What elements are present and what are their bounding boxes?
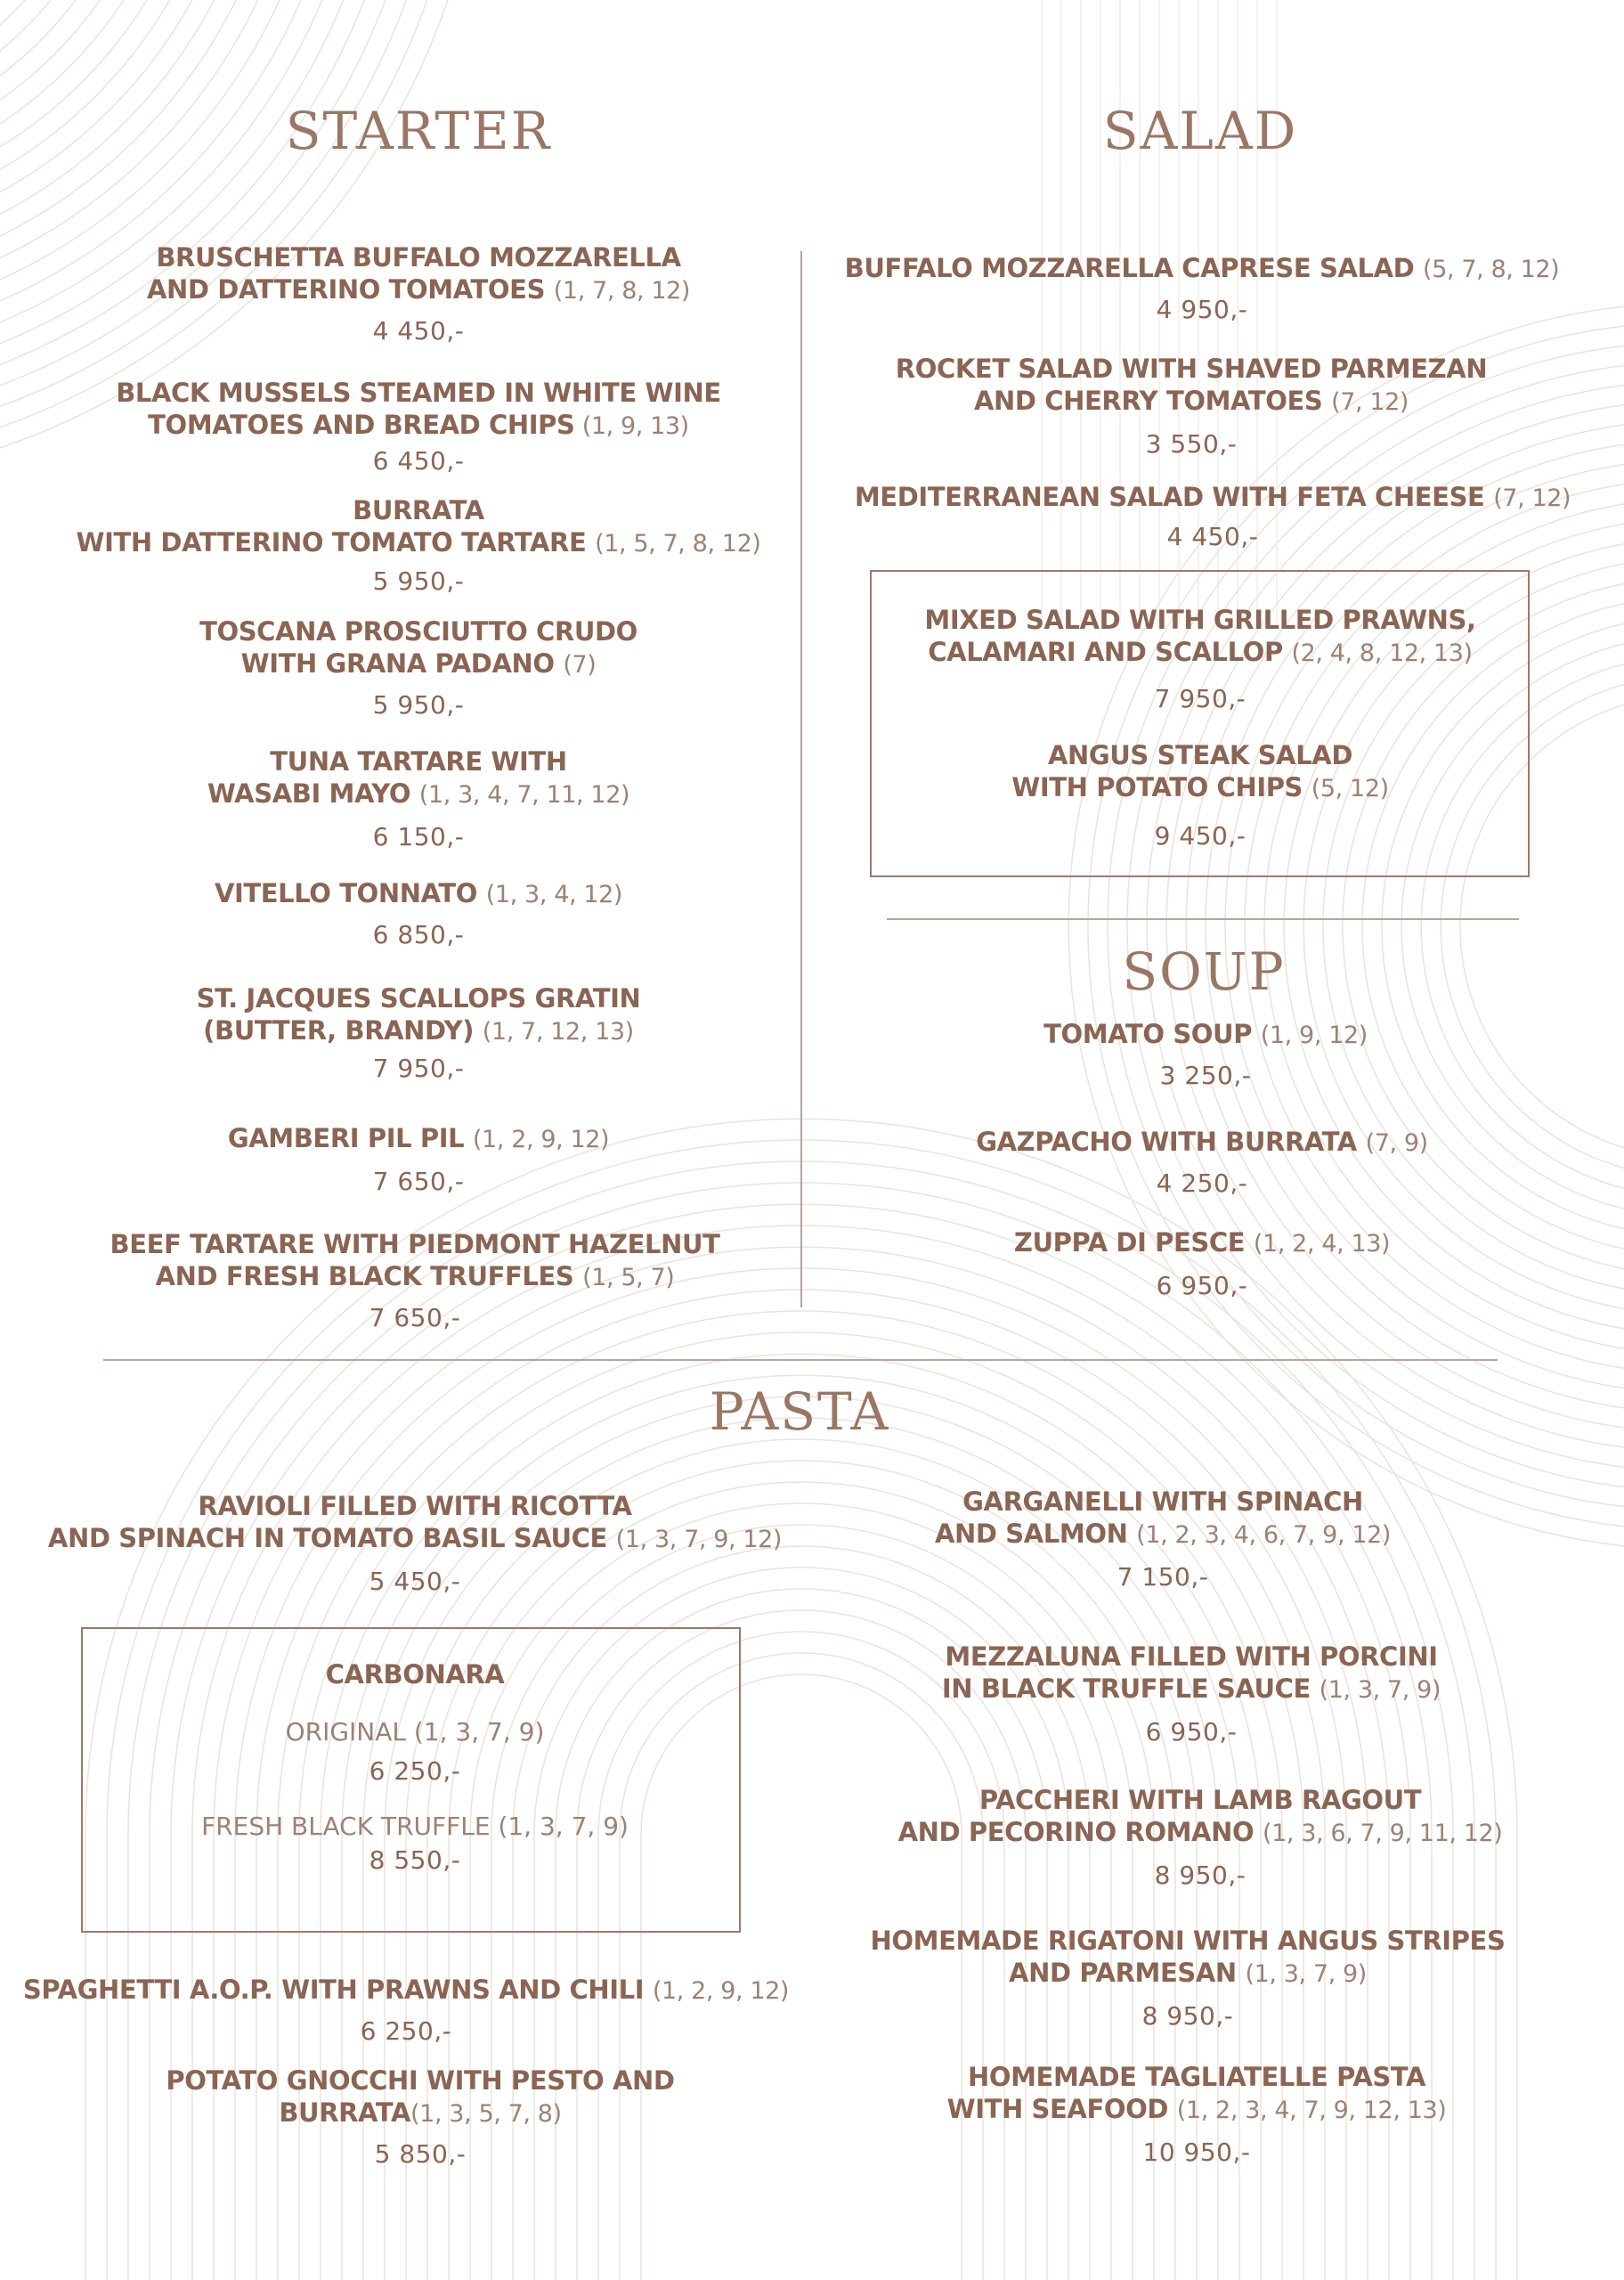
dish-price: 10 950,- [1142, 2138, 1251, 2167]
dish-name: GARGANELLI WITH SPINACH AND SALMON (1, 2, 3, 4, 6, 7, 9, 12) [934, 1486, 1392, 1549]
dish-price: 7 650,- [369, 1303, 461, 1332]
dish-price: 6 450,- [372, 446, 465, 476]
allergen-codes: (1, 2, 3, 4, 7, 9, 12, 13) [1176, 2097, 1447, 2124]
dish-price: 6 850,- [372, 920, 465, 949]
menu-item [23, 1974, 789, 2047]
menu-item [228, 1122, 609, 1197]
dish-price: 4 250,- [1156, 1168, 1248, 1198]
carbonara-item [201, 1658, 629, 1876]
dish-price: 5 950,- [372, 690, 465, 720]
allergen-codes: (1, 5, 7) [582, 1264, 675, 1291]
dish-price: 5 950,- [372, 566, 465, 596]
dish-price: 7 150,- [1116, 1562, 1209, 1592]
menu-item [1014, 1226, 1390, 1301]
allergen-codes: (2, 4, 8, 12, 13) [1291, 639, 1473, 667]
allergen-codes: (1, 3, 5, 7, 8) [410, 2100, 562, 2128]
dish-name: SPAGHETTI A.O.P. WITH PRAWNS AND CHILI (1, 2, 9, 12) [22, 1975, 790, 2005]
menu-item [924, 604, 1475, 714]
dish-price: 6 950,- [1156, 1271, 1248, 1300]
menu-item [207, 745, 629, 852]
allergen-codes: (1, 2, 4, 13) [1253, 1230, 1391, 1258]
dish-name: HOMEMADE RIGATONI WITH ANGUS STRIPES AND PARMESAN (1, 3, 7, 9) [870, 1926, 1506, 1988]
dish-price: 6 150,- [372, 822, 465, 851]
menu-item [935, 1486, 1391, 1592]
column-divider [800, 251, 802, 1307]
dish-price: 6 950,- [1145, 1717, 1238, 1747]
menu-item [147, 241, 690, 346]
allergen-codes: (1, 9, 13) [574, 412, 689, 440]
allergen-codes: (1, 3, 4, 12) [485, 881, 623, 908]
dish-price: 6 250,- [369, 1756, 461, 1786]
allergen-codes: (5, 7, 8, 12) [1423, 256, 1560, 283]
dish-name: TOSCANA PROSCIUTTO CRUDO WITH GRANA PADANO (7) [199, 616, 637, 679]
allergen-codes: (1, 3, 7, 9) [1245, 1960, 1367, 1988]
dish-name: MEDITERRANEAN SALAD WITH FETA CHEESE (7, 12) [854, 482, 1571, 512]
dish-price: 4 450,- [372, 316, 465, 346]
dish-name: ANGUS STEAK SALAD WITH POTATO CHIPS (5, 12) [1011, 740, 1389, 802]
allergen-codes: (7) [563, 651, 597, 679]
salad-soup-divider [887, 918, 1519, 920]
dish-price: 8 550,- [369, 1845, 461, 1875]
dish-name: BLACK MUSSELS STEAMED IN WHITE WINE TOMATOES AND BREAD CHIPS (1, 9, 13) [116, 378, 721, 440]
menu-item [898, 1784, 1503, 1891]
dish-name: TUNA TARTARE WITH WASABI MAYO (1, 3, 4, 7, 11, 12) [207, 746, 630, 809]
section-title-starter: STARTER [285, 101, 552, 161]
dish-price: 3 550,- [1145, 429, 1238, 459]
menu-item [48, 1490, 782, 1597]
dish-name: BURRATA WITH DATTERINO TOMATO TARTARE (1, 5, 7, 8, 12) [76, 495, 761, 558]
dish-name: BUFFALO MOZZARELLA CAPRESE SALAD (5, 7, 8, 12) [844, 253, 1560, 283]
menu-item [199, 615, 637, 721]
menu-item [215, 877, 622, 950]
allergen-codes: (1, 5, 7, 8, 12) [595, 530, 761, 558]
dish-name: BEEF TARTARE WITH PIEDMONT HAZELNUT AND FRESH BLACK TRUFFLES (1, 5, 7) [110, 1229, 720, 1291]
section-title-soup: SOUP [1122, 941, 1286, 1002]
allergen-codes: (1, 3, 7, 9, 12) [615, 1526, 783, 1553]
menu-item [166, 2064, 674, 2170]
dish-price: 5 850,- [374, 2139, 467, 2169]
dish-name: HOMEMADE TAGLIATELLE PASTA WITH SEAFOOD (1, 2, 3, 4, 7, 9, 12, 13) [946, 2062, 1447, 2124]
dish-name: GAZPACHO WITH BURRATA (7, 9) [976, 1127, 1428, 1157]
dish-price: 4 950,- [1156, 295, 1248, 324]
allergen-codes: (7, 9) [1365, 1129, 1428, 1157]
section-title-salad: SALAD [1102, 101, 1298, 161]
menu-item [845, 252, 1560, 325]
dish-price: 5 450,- [369, 1567, 461, 1596]
allergen-codes: (7, 12) [1331, 388, 1409, 416]
dish-name: BRUSCHETTA BUFFALO MOZZARELLA AND DATTERINO TOMATOES (1, 7, 8, 12) [146, 242, 691, 305]
menu-item [855, 481, 1571, 552]
menu-item [942, 1641, 1441, 1747]
allergen-codes: (1, 3, 7, 9) [1319, 1676, 1441, 1704]
section-title-pasta: PASTA [709, 1381, 890, 1442]
menu-item [871, 1925, 1506, 2032]
allergen-codes: (5, 12) [1311, 775, 1389, 802]
dish-price: 7 650,- [372, 1167, 465, 1196]
allergen-codes: (7, 12) [1493, 484, 1571, 512]
menu-item [116, 377, 721, 476]
dish-name: VITELLO TONNATO (1, 3, 4, 12) [214, 878, 623, 908]
carbonara-truffle: FRESH BLACK TRUFFLE (1, 3, 7, 9) [201, 1812, 629, 1841]
carbonara-original: ORIGINAL (1, 3, 7, 9) [285, 1717, 545, 1747]
dish-name: POTATO GNOCCHI WITH PESTO AND BURRATA(1, 3, 5, 7, 8) [166, 2065, 675, 2128]
allergen-codes: (1, 2, 3, 4, 6, 7, 9, 12) [1136, 1521, 1392, 1549]
dish-price: 7 950,- [1154, 684, 1246, 713]
dish-price: 8 950,- [1154, 1861, 1246, 1890]
dish-name: MEZZALUNA FILLED WITH PORCINI IN BLACK TRUFFLE SAUCE (1, 3, 7, 9) [941, 1641, 1441, 1704]
dish-name: CARBONARA [325, 1659, 505, 1690]
dish-name: ROCKET SALAD WITH SHAVED PARMEZAN AND CHERRY TOMATOES (7, 12) [895, 354, 1488, 416]
dish-name: ST. JACQUES SCALLOPS GRATIN (BUTTER, BRANDY) (1, 7, 12, 13) [196, 983, 641, 1046]
menu-item [1011, 739, 1388, 851]
dish-name: GAMBERI PIL PIL (1, 2, 9, 12) [227, 1123, 610, 1153]
menu-item [76, 494, 760, 597]
dish-price: 7 950,- [372, 1054, 465, 1083]
dish-price: 6 250,- [360, 2016, 452, 2046]
allergen-codes: (1, 2, 9, 12) [472, 1126, 610, 1153]
dish-price: 3 250,- [1159, 1061, 1252, 1090]
dish-name: MIXED SALAD WITH GRILLED PRAWNS, CALAMARI AND SCALLOP (2, 4, 8, 12, 13) [924, 605, 1476, 667]
allergen-codes: (1, 2, 9, 12) [652, 1977, 790, 2005]
dish-name: PACCHERI WITH LAMB RAGOUT AND PECORINO ROMANO (1, 3, 6, 7, 9, 11, 12) [897, 1785, 1503, 1847]
allergen-codes: (1, 7, 12, 13) [482, 1018, 634, 1046]
menu-item [976, 1126, 1428, 1199]
dish-name: RAVIOLI FILLED WITH RICOTTA AND SPINACH IN TOMATO BASIL SAUCE (1, 3, 7, 9, 12) [47, 1491, 783, 1553]
dish-name: TOMATO SOUP (1, 9, 12) [1043, 1019, 1368, 1049]
allergen-codes: (1, 7, 8, 12) [553, 277, 691, 305]
dish-name: ZUPPA DI PESCE (1, 2, 4, 13) [1013, 1227, 1391, 1258]
dish-price: 9 450,- [1154, 821, 1246, 851]
dish-price: 8 950,- [1141, 2001, 1234, 2031]
pasta-divider [103, 1359, 1498, 1361]
menu-item [197, 982, 641, 1084]
menu-item [1043, 1018, 1368, 1091]
allergen-codes: (1, 3, 4, 7, 11, 12) [418, 781, 630, 809]
menu-item [896, 353, 1487, 460]
menu-item [110, 1228, 720, 1333]
allergen-codes: (1, 3, 6, 7, 9, 11, 12) [1262, 1820, 1503, 1847]
menu-item [947, 2061, 1447, 2168]
dish-price: 4 450,- [1166, 522, 1259, 551]
allergen-codes: (1, 9, 12) [1260, 1022, 1368, 1049]
